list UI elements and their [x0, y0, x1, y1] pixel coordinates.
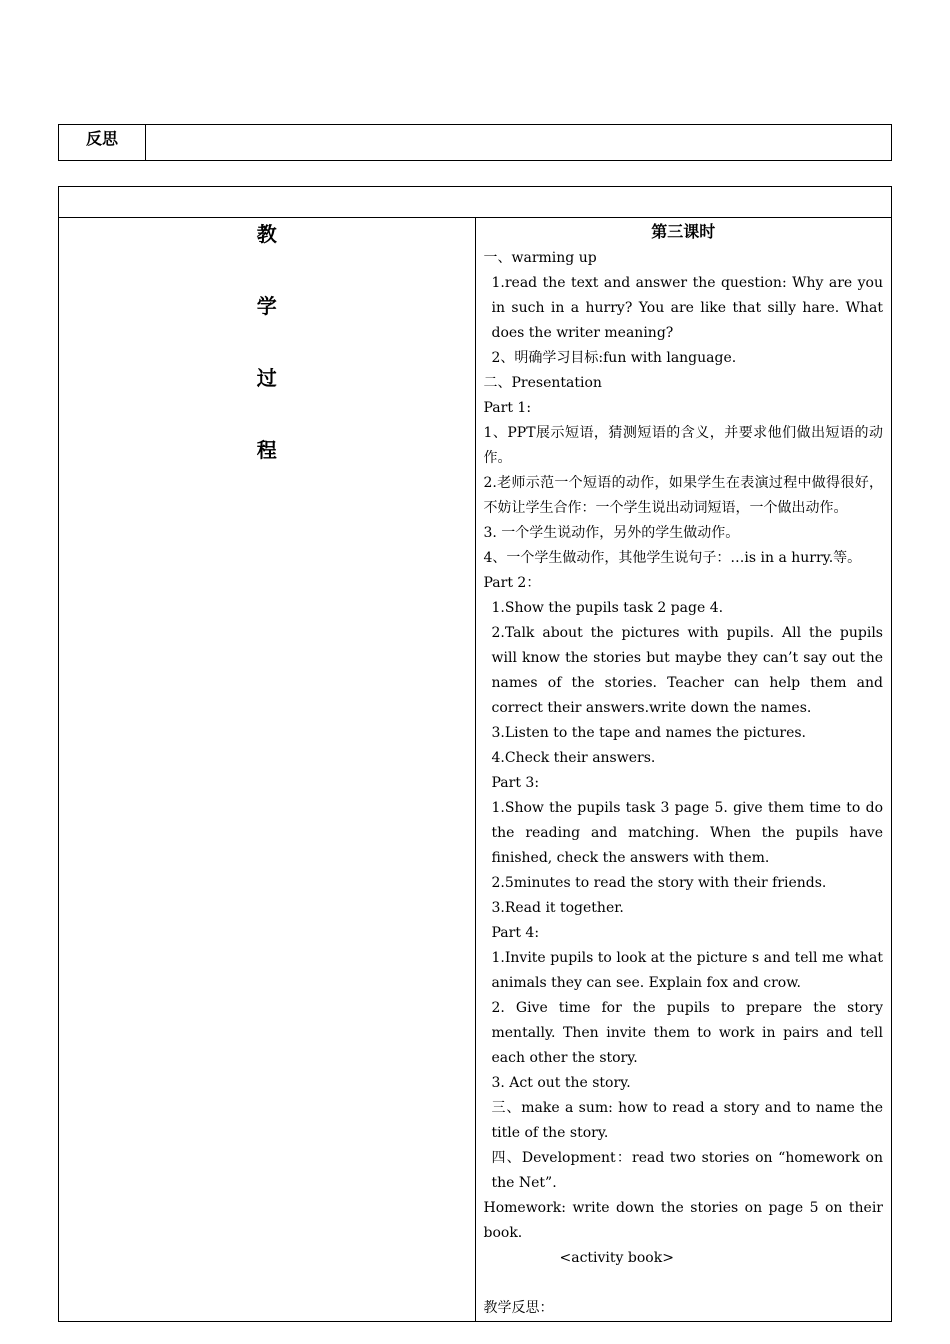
- lesson-line: 1.Show the pupils task 3 page 5. give them time to do the reading and matching. When the pupils have finished, check the answers with them.: [491, 800, 883, 866]
- side-char: 过: [256, 366, 277, 390]
- lesson-line: 1.Invite pupils to look at the picture s and tell me what animals they can see. Explain fox and crow.: [491, 950, 883, 991]
- side-char: 教: [256, 222, 277, 246]
- lesson-line: Part 4:: [491, 925, 540, 941]
- lesson-line: 2.老师示范一个短语的动作，如果学生在表演过程中做得很好，不妨让学生合作：一个学生说出动词短语，一个做出动作。: [483, 475, 883, 516]
- lesson-title: 第三课时: [651, 222, 716, 241]
- lesson-line: 3. 一个学生说动作，另外的学生做动作。: [483, 525, 740, 541]
- reflection-label: 反思: [59, 125, 146, 161]
- lesson-line: Homework: write down the stories on page 5 on their book.: [483, 1200, 883, 1241]
- lesson-line: 2、明确学习目标:fun with language.: [491, 350, 737, 366]
- lesson-line: 3.Read it together.: [491, 900, 624, 916]
- lesson-line: 一、warming up: [483, 250, 597, 266]
- lesson-line: Part 1:: [483, 400, 532, 416]
- reflection-table: [58, 124, 892, 161]
- lesson-line: 1.Show the pupils task 2 page 4.: [491, 600, 724, 616]
- lesson-line: 1.read the text and answer the question: Why are you in such in a hurry? You are like that silly hare. What does the writer meaning?: [491, 275, 883, 341]
- lesson-line: 1、PPT展示短语，猜测短语的含义，并要求他们做出短语的动作。: [483, 425, 883, 466]
- lesson-line: 教学反思：: [483, 1300, 554, 1316]
- teaching-process-table: [58, 186, 892, 1322]
- lesson-content: [475, 218, 892, 1322]
- teaching-process-label: [59, 218, 476, 1322]
- lesson-line: 4、一个学生做动作，其他学生说句子：…is in a hurry.等。: [483, 550, 862, 566]
- lesson-line: <activity book>: [559, 1250, 674, 1266]
- reflection-content: [146, 125, 892, 161]
- lesson-lines: [484, 246, 884, 1321]
- lesson-line: 3. Act out the story.: [491, 1075, 631, 1091]
- side-char: 程: [256, 438, 277, 462]
- blank-header-row: [59, 187, 892, 218]
- lesson-line: Part 2：: [483, 575, 541, 591]
- lesson-line: 2. Give time for the pupils to prepare the story mentally. Then invite them to work in pairs and tell each other the story.: [491, 1000, 883, 1066]
- lesson-line: 4.Check their answers.: [491, 750, 656, 766]
- lesson-line: Part 3:: [491, 775, 540, 791]
- lesson-line: 3.Listen to the tape and names the pictures.: [491, 725, 806, 741]
- lesson-line: 2.Talk about the pictures with pupils. All the pupils will know the stories but maybe they can’t say out the names of the stories. Teacher can help them and correct their answers.write down the names.: [491, 625, 883, 716]
- lesson-line: 2.5minutes to read the story with their friends.: [491, 875, 827, 891]
- side-char: 学: [256, 294, 277, 318]
- lesson-line: 二、Presentation: [483, 375, 602, 391]
- lesson-line: 四、Development：read two stories on “homework on the Net”.: [491, 1150, 883, 1191]
- lesson-line: 三、make a sum: how to read a story and to name the title of the story.: [491, 1100, 883, 1141]
